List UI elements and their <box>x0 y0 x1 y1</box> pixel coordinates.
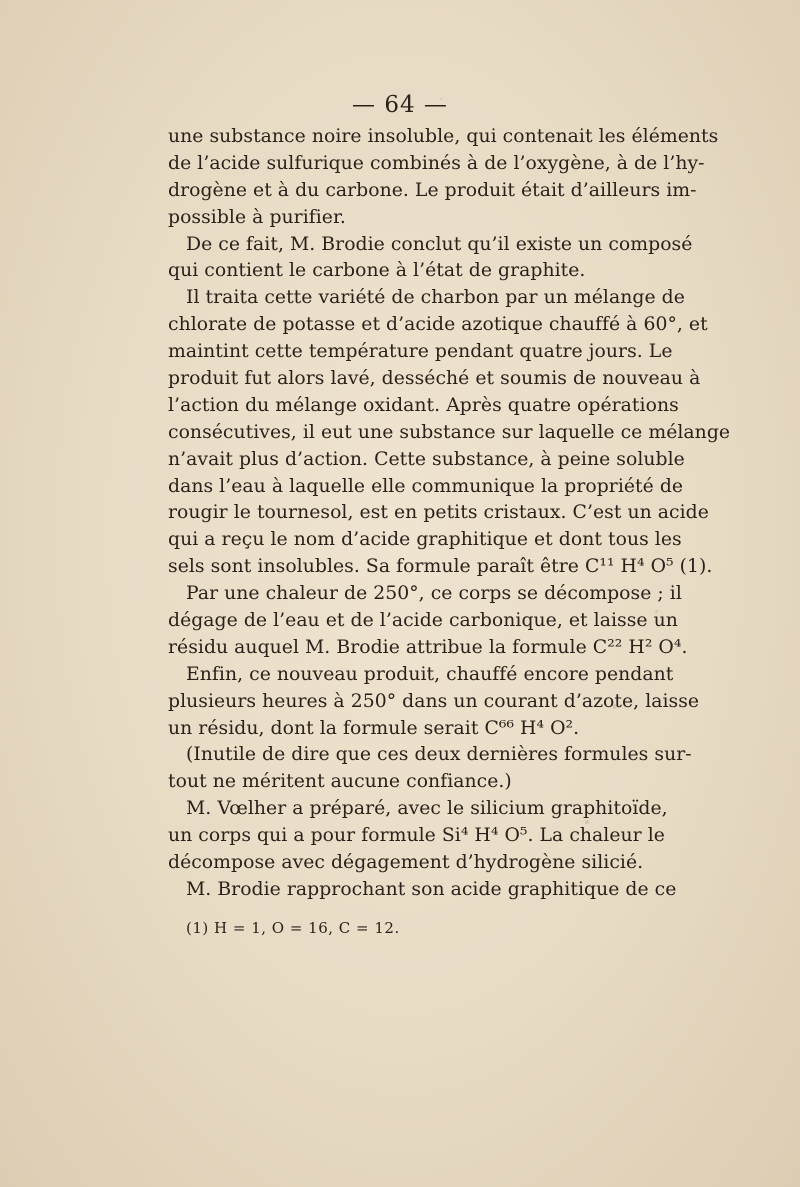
footnote: (1) H = 1, O = 16, C = 12. <box>186 919 400 937</box>
text-line: M. Brodie rapprochant son acide graphitique de ce <box>186 878 677 900</box>
text-line: un corps qui a pour formule Si⁴ H⁴ O⁵. La chaleur le <box>168 825 665 847</box>
paper-speck <box>585 820 589 824</box>
text-line: qui a reçu le nom d’acide graphitique et dont tous les <box>168 529 682 551</box>
text-line: Il traita cette variété de charbon par un mélange de <box>186 287 685 309</box>
text-line: résidu auquel M. Brodie attribue la formule C²² H² O⁴. <box>168 636 688 658</box>
text-line: De ce fait, M. Brodie conclut qu’il existe un composé <box>186 233 693 255</box>
text-line: possible à purifier. <box>168 206 346 228</box>
text-line: qui contient le carbone à l’état de graphite. <box>168 260 586 282</box>
text-line: sels sont insolubles. Sa formule paraît être C¹¹ H⁴ O⁵ (1). <box>168 556 713 578</box>
text-line: (Inutile de dire que ces deux dernières formules sur- <box>186 744 692 766</box>
text-line: maintint cette température pendant quatre jours. Le <box>168 341 673 363</box>
text-line: drogène et à du carbone. Le produit était d’ailleurs im- <box>168 179 697 201</box>
text-line: une substance noire insoluble, qui contenait les éléments <box>168 126 719 147</box>
text-line: de l’acide sulfurique combinés à de l’oxygène, à de l’hy- <box>168 152 705 174</box>
text-line: un résidu, dont la formule serait C⁶⁶ H⁴ O². <box>168 717 580 739</box>
page-number: — 64 — <box>352 92 448 118</box>
text-line: décompose avec dégagement d’hydrogène silicié. <box>168 852 644 874</box>
text-line: produit fut alors lavé, desséché et soumis de nouveau à <box>168 368 701 390</box>
text-line: dans l’eau à laquelle elle communique la propriété de <box>168 475 684 497</box>
text-line: dégage de l’eau et de l’acide carbonique, et laisse un <box>168 610 678 632</box>
paper-speck <box>655 610 658 613</box>
paper-speck <box>440 98 442 100</box>
text-line: Enfin, ce nouveau produit, chauffé encore pendant <box>186 663 674 685</box>
text-line: plusieurs heures à 250° dans un courant d’azote, laisse <box>168 690 700 712</box>
text-line: rougir le tournesol, est en petits cristaux. C’est un acide <box>168 502 709 524</box>
paper-speck <box>612 704 617 709</box>
body-text <box>168 124 731 904</box>
text-line: Par une chaleur de 250°, ce corps se décompose ; il <box>186 583 682 605</box>
text-line: l’action du mélange oxidant. Après quatre opérations <box>168 394 679 416</box>
text-line: chlorate de potasse et d’acide azotique chauffé à 60°, et <box>168 314 708 336</box>
text-line: consécutives, il eut une substance sur laquelle ce mélange <box>168 421 731 443</box>
text-line: n’avait plus d’action. Cette substance, à peine soluble <box>168 448 685 470</box>
text-line: tout ne méritent aucune confiance.) <box>168 771 512 793</box>
text-line: M. Vœlher a préparé, avec le silicium graphitoïde, <box>186 798 668 820</box>
